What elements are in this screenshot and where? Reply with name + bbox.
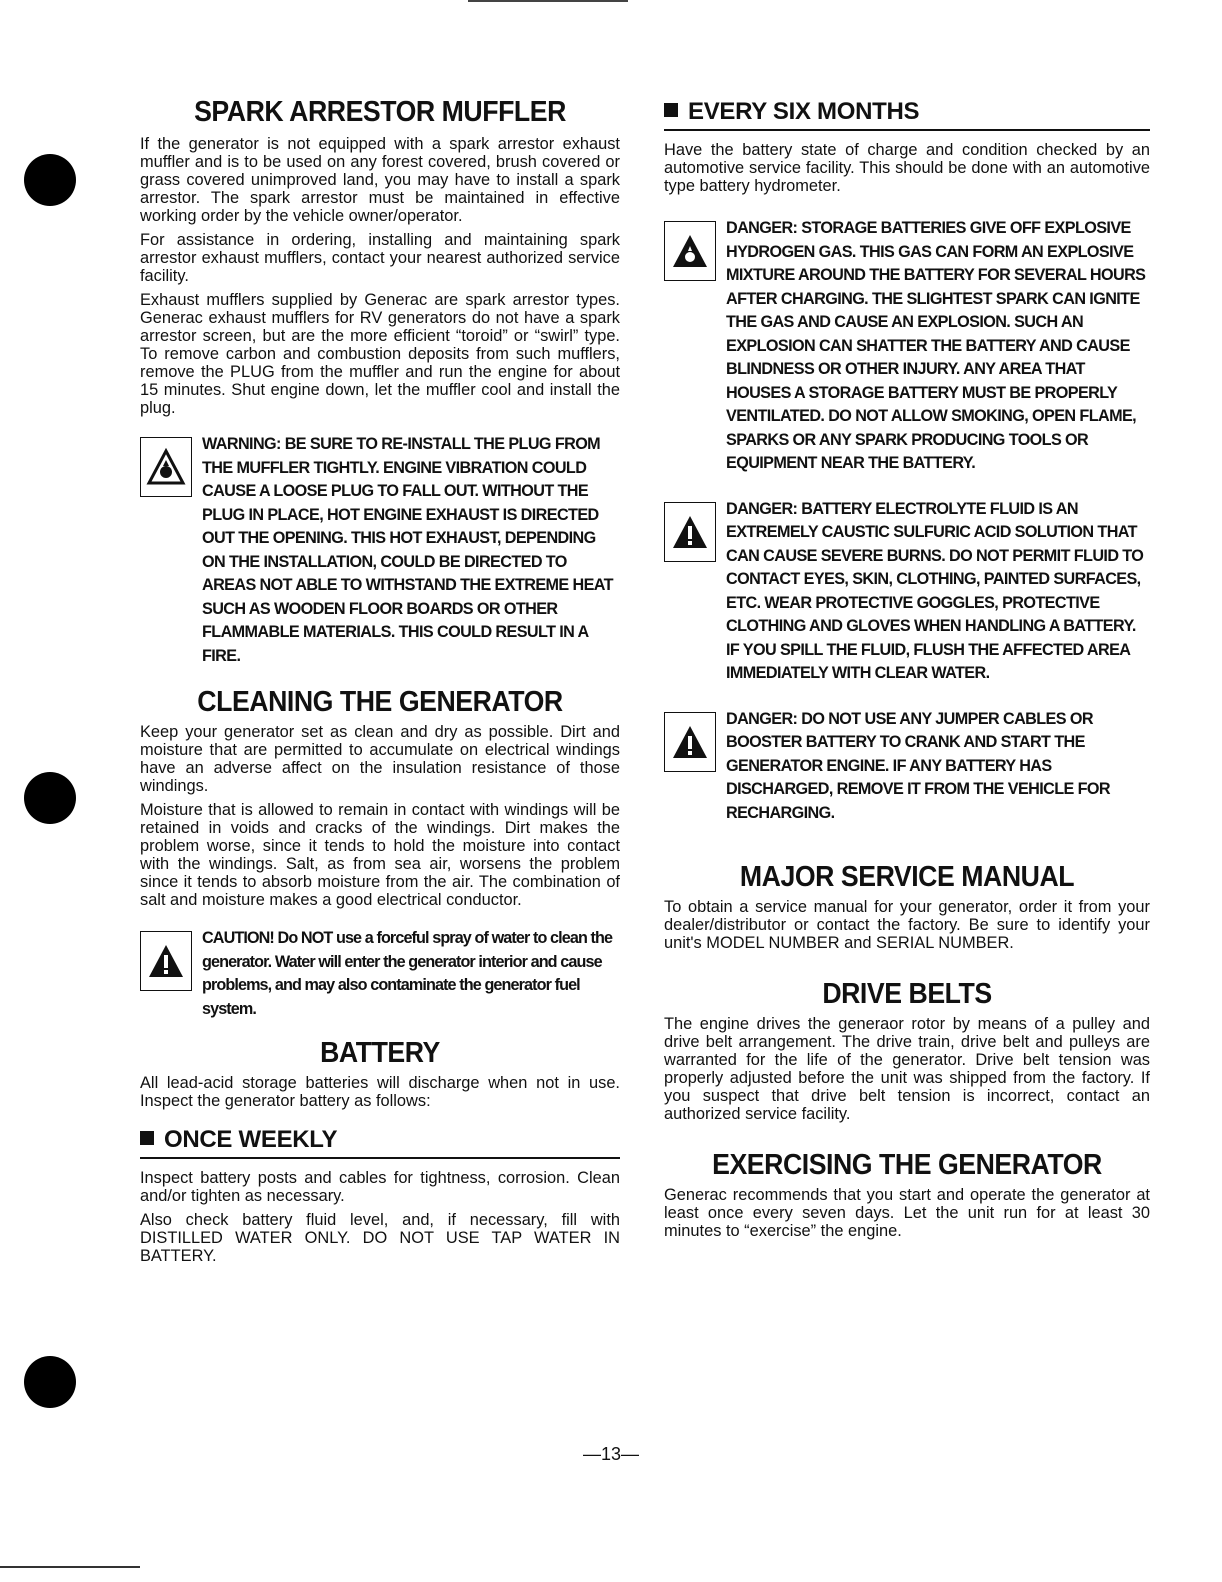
section-title-battery: BATTERY [320, 1037, 440, 1069]
scan-bottom-edge [0, 1566, 140, 1568]
danger-text: DANGER: DO NOT USE ANY JUMPER CABLES OR BOOSTER BATTERY TO CRANK AND START THE GENERATOR ENGINE. IF ANY BATTERY HAS DISCHARGED, REMOVE IT FROM THE VEHICLE FOR RECHARGING. [726, 709, 1111, 822]
paragraph: All lead-acid storage batteries will discharge when not in use. Inspect the generator battery as follows: [140, 1074, 620, 1110]
right-column [664, 96, 1150, 1240]
section-title-spark-arrestor: SPARK ARRESTOR MUFFLER [194, 96, 566, 128]
scan-top-edge [468, 0, 628, 2]
subsection-title-once-weekly: ONCE WEEKLY [140, 1126, 620, 1159]
punch-hole [24, 154, 76, 206]
bullet-square [140, 1131, 154, 1145]
danger-block [664, 217, 1150, 476]
caution-text: CAUTION! Do NOT use a forceful spray of water to clean the generator. Water will enter the generator interior and cause problems, and may also contaminate the generator fuel system. [202, 929, 613, 1018]
paragraph: Keep your generator set as clean and dry as possible. Dirt and moisture that are permitted to accumulate on electrical windings have an adverse affect on the insulation resistance of those windings. [140, 723, 620, 795]
paragraph: Generac recommends that you start and operate the generator at least once every seven days. Let the unit run for at least 30 minutes to “exercise” the engine. [664, 1186, 1150, 1240]
paragraph: For assistance in ordering, installing and maintaining spark arrestor exhaust mufflers, contact your nearest authorized service facility. [140, 231, 620, 285]
punch-hole [24, 1356, 76, 1408]
subsection-title-every-six-months: EVERY SIX MONTHS [664, 98, 1150, 131]
paragraph: To obtain a service manual for your generator, order it from your dealer/distributor or contact the factory. Be sure to identify your unit's MODEL NUMBER and SERIAL NUMBER. [664, 898, 1150, 952]
warning-text: WARNING: BE SURE TO RE-INSTALL THE PLUG FROM THE MUFFLER TIGHTLY. ENGINE VIBRATION COULD CAUSE A LOOSE PLUG TO FALL OUT. WITHOUT THE PLUG IN PLACE, HOT ENGINE EXHAUST IS DIRECTED OUT THE OPENING. THIS HOT EXHAUST, DEPENDING ON THE INSTALLATION, COULD BE DIRECTED TO AREAS NOT ABLE TO WITHSTAND THE EXTREME HEAT SUCH AS WOODEN FLOOR BOARDS OR OTHER FLAMMABLE MATERIALS. THIS COULD RESULT IN A FIRE. [202, 435, 613, 665]
paragraph: Have the battery state of charge and condition checked by an automotive service facility. This should be done with an automotive type battery hydrometer. [664, 141, 1150, 195]
section-title-cleaning: CLEANING THE GENERATOR [197, 686, 563, 718]
warning-icon [140, 437, 192, 497]
warning-icon [664, 221, 716, 281]
section-title-drive-belts: DRIVE BELTS [822, 978, 992, 1010]
warning-icon [664, 502, 716, 562]
danger-block [664, 498, 1150, 686]
warning-block [140, 433, 620, 668]
warning-icon [664, 712, 716, 772]
page-number: —13— [582, 1444, 640, 1464]
punch-hole [24, 772, 76, 824]
left-column [140, 96, 620, 1265]
paragraph: Exhaust mufflers supplied by Generac are spark arrestor types. Generac exhaust mufflers for RV generators do not have a spark arrestor screen, but are the more efficient “toroid” or “swirl” type. To remove carbon and combustion deposits from such mufflers, remove the PLUG from the muffler and run the engine for about 15 minutes. Shut engine down, let the muffler cool and install the plug. [140, 291, 620, 417]
paragraph: Inspect battery posts and cables for tightness, corrosion. Clean and/or tighten as necessary. [140, 1169, 620, 1205]
section-title-major-service-manual: MAJOR SERVICE MANUAL [739, 861, 1075, 893]
paragraph: If the generator is not equipped with a spark arrestor exhaust muffler and is to be used on any forest covered, brush covered or grass covered unimproved land, you may have to install a spark arrestor. The spark arrestor must be maintained in effective working order by the vehicle owner/operator. [140, 135, 620, 225]
paragraph: Moisture that is allowed to remain in contact with windings will be retained in voids and cracks of the windings. Dirt makes the problem worse, since it tends to hold the moisture into contact with the windings. Salt, as from sea air, worsens the problem since it tends to absorb moisture from the air. The combination of salt and moisture makes a good electrical conductor. [140, 801, 620, 909]
warning-icon [140, 931, 192, 991]
paragraph: The engine drives the generaor rotor by means of a pulley and drive belt arrangement. The drive train, drive belt and pulleys are warranted for the life of the generator. Drive belt tension was properly adjusted before the unit was shipped from the factory. If you suspect that drive belt tension is incorrect, contact an authorized service facility. [664, 1015, 1150, 1123]
danger-block [664, 708, 1150, 826]
caution-block [140, 927, 620, 1021]
section-title-exercising: EXERCISING THE GENERATOR [712, 1149, 1102, 1181]
danger-text: DANGER: BATTERY ELECTROLYTE FLUID IS AN EXTREMELY CAUSTIC SULFURIC ACID SOLUTION THAT CAN CAUSE SEVERE BURNS. DO NOT PERMIT FLUID TO CONTACT EYES, SKIN, CLOTHING, PAINTED SURFACES, ETC. WEAR PROTECTIVE GOGGLES, PROTECTIVE CLOTHING AND GLOVES WHEN HANDLING A BATTERY. IF YOU SPILL THE FLUID, FLUSH THE AFFECTED AREA IMMEDIATELY WITH CLEAR WATER. [726, 499, 1144, 682]
bullet-square [664, 103, 678, 117]
danger-text: DANGER: STORAGE BATTERIES GIVE OFF EXPLOSIVE HYDROGEN GAS. THIS GAS CAN FORM AN EXPLOSIVE MIXTURE AROUND THE BATTERY FOR SEVERAL HOURS AFTER CHARGING. THE SLIGHTEST SPARK CAN IGNITE THE GAS AND CAUSE AN EXPLOSION. SUCH AN EXPLOSION CAN SHATTER THE BATTERY AND CAUSE BLINDNESS OR OTHER INJURY. ANY AREA THAT HOUSES A STORAGE BATTERY MUST BE PROPERLY VENTILATED. DO NOT ALLOW SMOKING, OPEN FLAME, SPARKS OR ANY SPARK PRODUCING TOOLS OR EQUIPMENT NEAR THE BATTERY. [726, 219, 1146, 472]
paragraph: Also check battery fluid level, and, if necessary, fill with DISTILLED WATER ONLY. DO NOT USE TAP WATER IN BATTERY. [140, 1211, 620, 1265]
